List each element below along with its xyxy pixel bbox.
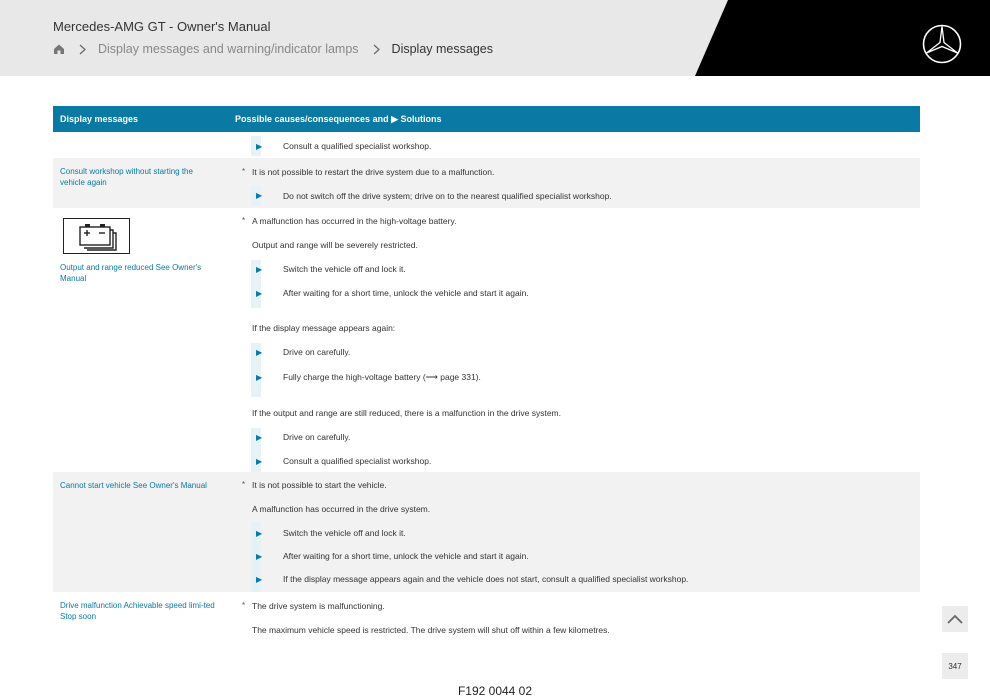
high-voltage-battery-icon [63,218,130,254]
consequence-text: A malfunction has occurred in the drive system. [252,504,431,514]
step-arrow-icon: ▶ [256,373,263,382]
step-arrow-icon: ▶ [256,289,263,298]
table-row [53,158,920,208]
cause-text: It is not possible to restart the drive system due to a malfunction. [252,167,495,177]
column-header-messages: Display messages [60,114,139,124]
app-title: Mercedes-AMG GT - Owner's Manual [53,19,271,34]
solution-step: Consult a qualified specialist workshop. [283,141,432,151]
table-row [53,132,920,158]
condition-text: If the output and range are still reduced, there is a malfunction in the drive system. [252,408,562,418]
solution-step: After waiting for a short time, unlock the vehicle and start it again. [283,551,529,561]
footer-code: F192 0044 02 [457,684,533,698]
solution-step: Consult a qualified specialist workshop. [283,456,432,466]
breadcrumb-current: Display messages [391,42,493,56]
consequence-text: Output and range will be severely restricted. [252,240,418,250]
home-icon[interactable] [53,43,65,55]
step-arrow-icon: ▶ [256,457,263,466]
step-arrow-icon: ▶ [256,529,263,538]
cause-text: It is not possible to start the vehicle. [252,480,387,490]
display-message-label: Consult workshop without starting the vehicle again [60,167,193,187]
table-row [53,208,920,472]
cause-text: The drive system is malfunctioning. [252,601,385,611]
chevron-up-icon [947,614,963,624]
solution-step: If the display message appears again and the vehicle does not start, consult a qualified specialist workshop. [283,574,689,584]
bullet-star: * [242,167,246,176]
condition-text: If the display message appears again: [252,323,396,333]
solution-step-link[interactable]: Fully charge the high-voltage battery (⟶ page 331). [283,372,481,382]
step-arrow-icon: ▶ [256,575,263,584]
table-header [53,106,920,132]
step-arrow-icon: ▶ [256,142,263,151]
table-row [53,472,920,592]
bullet-star: * [242,601,246,610]
solution-step: After waiting for a short time, unlock the vehicle and start it again. [283,288,529,298]
solution-step: Switch the vehicle off and lock it. [283,264,406,274]
bullet-star: * [242,480,246,489]
consequence-text: The maximum vehicle speed is restricted. The drive system will shut off within a few kilometres. [252,625,610,635]
table-row [53,592,920,652]
step-arrow-icon: ▶ [256,552,263,561]
breadcrumb-link[interactable]: Display messages and warning/indicator lamps [98,42,359,56]
column-header-solutions: Possible causes/consequences and ▶ Solutions [235,114,442,124]
solution-step: Switch the vehicle off and lock it. [283,528,406,538]
solution-step: Drive on carefully. [283,432,351,442]
display-message-label: Drive malfunction Achievable speed limi-ted Stop soon [60,601,215,621]
breadcrumb [53,42,493,56]
step-arrow-icon: ▶ [256,265,263,274]
display-message-label: Output and range reduced See Owner's Manual [60,263,202,283]
solution-step: Do not switch off the drive system; drive on to the nearest qualified specialist workshop. [283,191,612,201]
step-arrow-icon: ▶ [256,191,263,200]
chevron-right-icon [373,44,380,55]
step-arrow-icon: ▶ [256,433,263,442]
display-messages-table [53,106,920,635]
step-arrow-icon: ▶ [256,348,263,357]
bullet-star: * [242,216,246,225]
page-number: 347 [942,653,968,679]
chevron-right-icon [79,44,86,55]
scroll-to-top-button[interactable] [942,606,968,632]
mercedes-star-logo[interactable] [921,23,963,65]
solution-step: Drive on carefully. [283,347,351,357]
header [0,0,990,76]
cause-text: A malfunction has occurred in the high-voltage battery. [252,216,457,226]
display-message-label: Cannot start vehicle See Owner's Manual [60,481,207,490]
